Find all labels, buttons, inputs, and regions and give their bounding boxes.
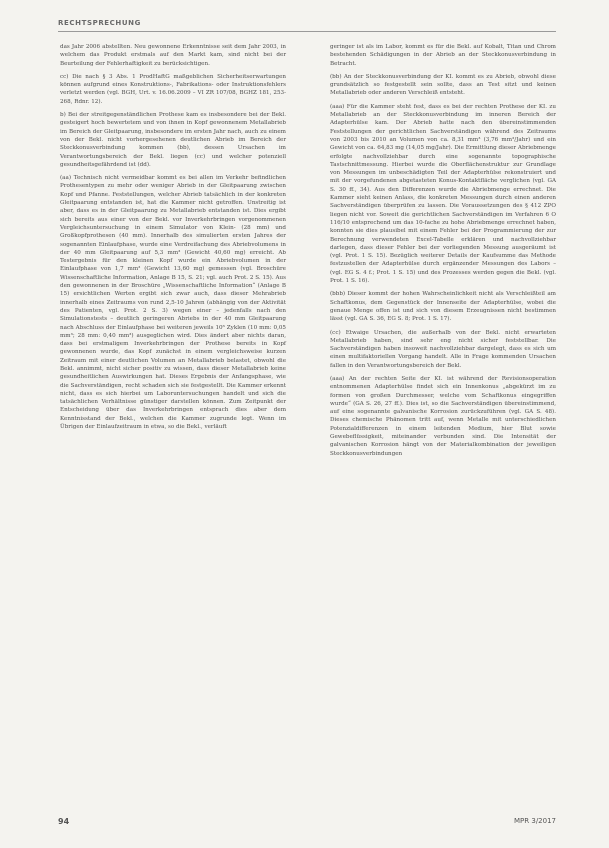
paragraph: (aaa) An der rechten Seite der KI. ist während der Revisionsoperation entnommenen Adapterhülse findet sich ein Innenkonus „abgekürzt im zu formen von großen Durchmesser, welche vom Schaftkonus eingegriffen wurde“ (GA S. 26, 27 ff.). Dies ist, so die Sachverständigen übereinstimmend, auf eine sogenannte galvanische Korrosion zurückzuführen (vgl. GA S. 48). Dieses chemische Phänomen tritt auf, wenn Metalle mit unterschiedlichen Potenzialdifferenzen in einem leitenden Medium, hier Blut sowie Gewebeflüssigkeit, miteinander verbunden sind. Die Intensität der galvanischen Korrosion hängt von der Materialkombination der jeweiligen Steckkonusverbindungen [330, 375, 556, 457]
paragraph: cc) Die nach § 3 Abs. 1 ProdHaftG maßgeblichen Sicherheitserwartungen können aufgrund eines Konstruktions-, Fabrikations- oder Instruktionsfehlers verletzt werden (vgl. BGH, Urt. v. 16.06.2009 – VI ZR 107/08, BGHZ 181, 253-268, Rdnr. 12). [60, 73, 286, 105]
paragraph: (cc) Etwaige Ursachen, die außerhalb von der Bekl. nicht erwarteten Metallabrieb haben, sind sehr eng nicht sicher feststellbar. Die Sachverständigen haben insoweit nachvollziehbar dargelegt, dass es sich um einen multifaktoriellen Vorgang handelt. Alle in Frage kommenden Ursachen fallen in den Verantwortungsbereich der Bekl. [330, 329, 556, 369]
paragraph: (aaa) Für die Kammer steht fest, dass es bei der rechten Prothese der KI. zu Metallabrieb an der Steckkonusverbindung im inneren Bereich der Adapterhülse kam. Der Abrieb hatte nach den übereinstimmenden Feststellungen der gerichtlichen Sachverständigen während des Zeitraums von 2003 bis 2010 an Volumen von ca. 8,31 mm³ (3,76 mm³/Jahr) und ein Gewicht von ca. 64,83 mg (14,05 mg/Jahr). Die Ermittlung dieser Abriebmenge erfolgte nachvollziehbar durch eine sogenannte topographische Tastschnittmessung. Hierbei wurde die Oberflächenstruktur zur Grundlage von Messungen im unbeschädigten Teil der Adapterhülse rekonstruiert und mit der vorgefundenen abgetasteten Konus-Kontaktfläche verglichen (vgl. GA S. 30 ff., 34). Aus den Differenzen wurde die Abriebmenge errechnet. Die Kammer sieht keinen Anlass, die konkreten Messungen durch einen anderen Sachverständigen überprüfen zu lassen. Die Voraussetzungen des § 412 ZPO liegen nicht vor. Soweit die gerichtlichen Sachverständigen im Verfahren 6 O 116/10 entsprechend um das 10-fache zu hohe Abriebmenge errechnet haben, konnten sie dies plausibel mit einem Fehler bei der Programmierung der zur Berechnung verwendeten Excel-Tabelle erklären und nachvollziehbar darlegen, dass dieser Fehler bei der vorliegenden Messung ausgeräumt ist (vgl. Prot. 1 S. 15). Bezüglich weiterer Details der Kaufsumme das Methode festzustellen der Adapterhülse durch ergänzender Messungen des Labors – (vgl. EG S. 4 f.; Prot. 1 S. 15) und des Prozesses werden gegen die Bekl. (vgl. Prot. 1 S. 16). [330, 103, 556, 285]
journal-issue: MPR 3/2017 [514, 817, 556, 825]
header-divider [58, 31, 556, 32]
paragraph: (aa) Technisch nicht vermeidbar kommt es bei allen im Verkehr befindlichen Prothesentypen zu mehr oder weniger Abrieb in der Gleitpaarung zwischen Kopf und Pfanne. Feststellungen, welcher Abrieb tatsächlich in der konkreten Gleitpaarung entstanden ist, hat die Kammer nicht getroffen. Unstreitig ist aber, dass es in der Gleitpaarung zu Metallabrieb entstanden ist. Dies ergibt sich bereits aus einer von der Bekl. vor Inverkehrbringen vorgenommenen Vergleichsuntersuchung in einem Simulator von Klein- (28 mm) und Großkopfprothesen (40 mm). Innerhalb des simulierten ersten Jahres der sogenannten Einlaufphase, wurde eine Verdreifachung des Abriebvolumens in der 40 mm Gleitpaarung auf 5,3 mm³ (Gewicht 40,60 mg) erreicht. Ab Testergebnis für den kleinen Kopf wurde ein Abriebvolumen in der Einlaufphase von 1,7 mm³ (Gewicht 13,60 mg) gemessen (vgl. Broschüre Wissenschaftliche Information, Anlage B 15, S. 21; vgl. auch Prot. 2 S. 15). Aus den gewonnenen in der Broschüre „Wissenschaftliche Information“ (Anlage B 15) ersichtlichen Werten ergibt sich zwar auch, dass dieser Mehrabrieb innerhalb eines Zeitraums von rund 2,5-10 Jahren (abhängig von der Aktivität des Patienten, vgl. Prot. 2 S. 3) wegen einer – jedenfalls nach den Simulationstests – deutlich geringeren Abriebs in der 40 mm Gleitpaarung nach Abschluss der Einlaufphase bei weiteren jeweils 10⁶ Zyklen (10 mm: 0,05 mm³; 28 mm: 0,40 mm³) ausgeglichen wird. Dies ändert aber nichts daran, dass bei erstmaligem Inverkehrbringen der Prothese bereits in Kopf gewonnenen wurde, das Kopf zunächst in einem vergleichsweise kurzen Zeitraum mit einer deutlichen Volumen an Metallabrieb belastet, obwohl die Bekl. annimmt, nicht sicher positiv zu wissen, dass dieser Metallabrieb keine gesundheitlichen Auswirkungen hat. Dieses Ergebnis der Anfangsphase, wie die Sachverständigen, recht schaden sich sie festgestellt. Die Kammer erkennt nicht, dass es sich hierbei um Laboruntersuchungen handelt und sich die tatsächlichen Verhältnisse günstiger darstellen können. Zum Zeitpunkt der Entscheidung über das Inverkehrbringen entsprach dies aber dem Kenntnisstand der Bekl., welchen die Kammer zugrunde legt. Wenn im Übrigen der Einlaufzeitraum in etwa, so die Bekl., verläuft [60, 175, 286, 431]
right-column [330, 43, 556, 463]
paragraph: b) Bei der streitgegenständlichen Prothese kam es insbesondere bei der Bekl. gesteigert hoch bewertetem und von ihnen in Kopf gewonnenem Metallabrieb im Bereich der Gleitpaarung, insbesondere im ersten Jahr nach, auch zu einem von der Bekl. nicht vorhergesehenen deutlichen Abrieb im Bereich der Steckkonusverbindung kommen (bb), dessen Ursachen im Verantwortungsbereich der Bekl. liegen (cc) und welcher potenziell gesundheitsgefährdend ist (dd). [60, 112, 286, 168]
left-column [60, 43, 286, 436]
paragraph: geringer ist als im Labor, kommt es für die Bekl. auf Kobalt, Titan und Chrom bestehenden Schädigungen in der Abrieb an der Steckkonusverbindung in Betracht. [330, 44, 556, 67]
paragraph: (bb) An der Steckkonusverbindung der KI. kommt es zu Abrieb, obwohl diese grundsätzlich so festgestellt sein sollte, dass an Test sitzt und keinen Metallabrieb oder anderen Verschleiß entsteht. [330, 73, 556, 97]
section-header: RECHTSPRECHUNG [58, 19, 141, 27]
paragraph: das Jahr 2006 abstellten. Neu gewonnene Erkenntnisse seit dem Jahr 2003, in welchem das Produkt erstmals auf den Markt kam, sind nicht bei der Beurteilung der Fehlerhaftigkeit zu berücksichtigen. [60, 44, 286, 67]
paragraph: (bbb) Dieser kommt der hohen Wahrscheinlichkeit nicht als Verschleißteil am Schaftkonus, dem Gegenstück der Innenseite der Adapterhülse, wobei die genaue Menge offen ist und sich von diesem Erzeugnissen nicht bestimmen lässt (vgl. GA S. 36, EG S. 8; Prot. 1 S. 17). [330, 291, 556, 323]
page-number: 94 [58, 817, 70, 826]
